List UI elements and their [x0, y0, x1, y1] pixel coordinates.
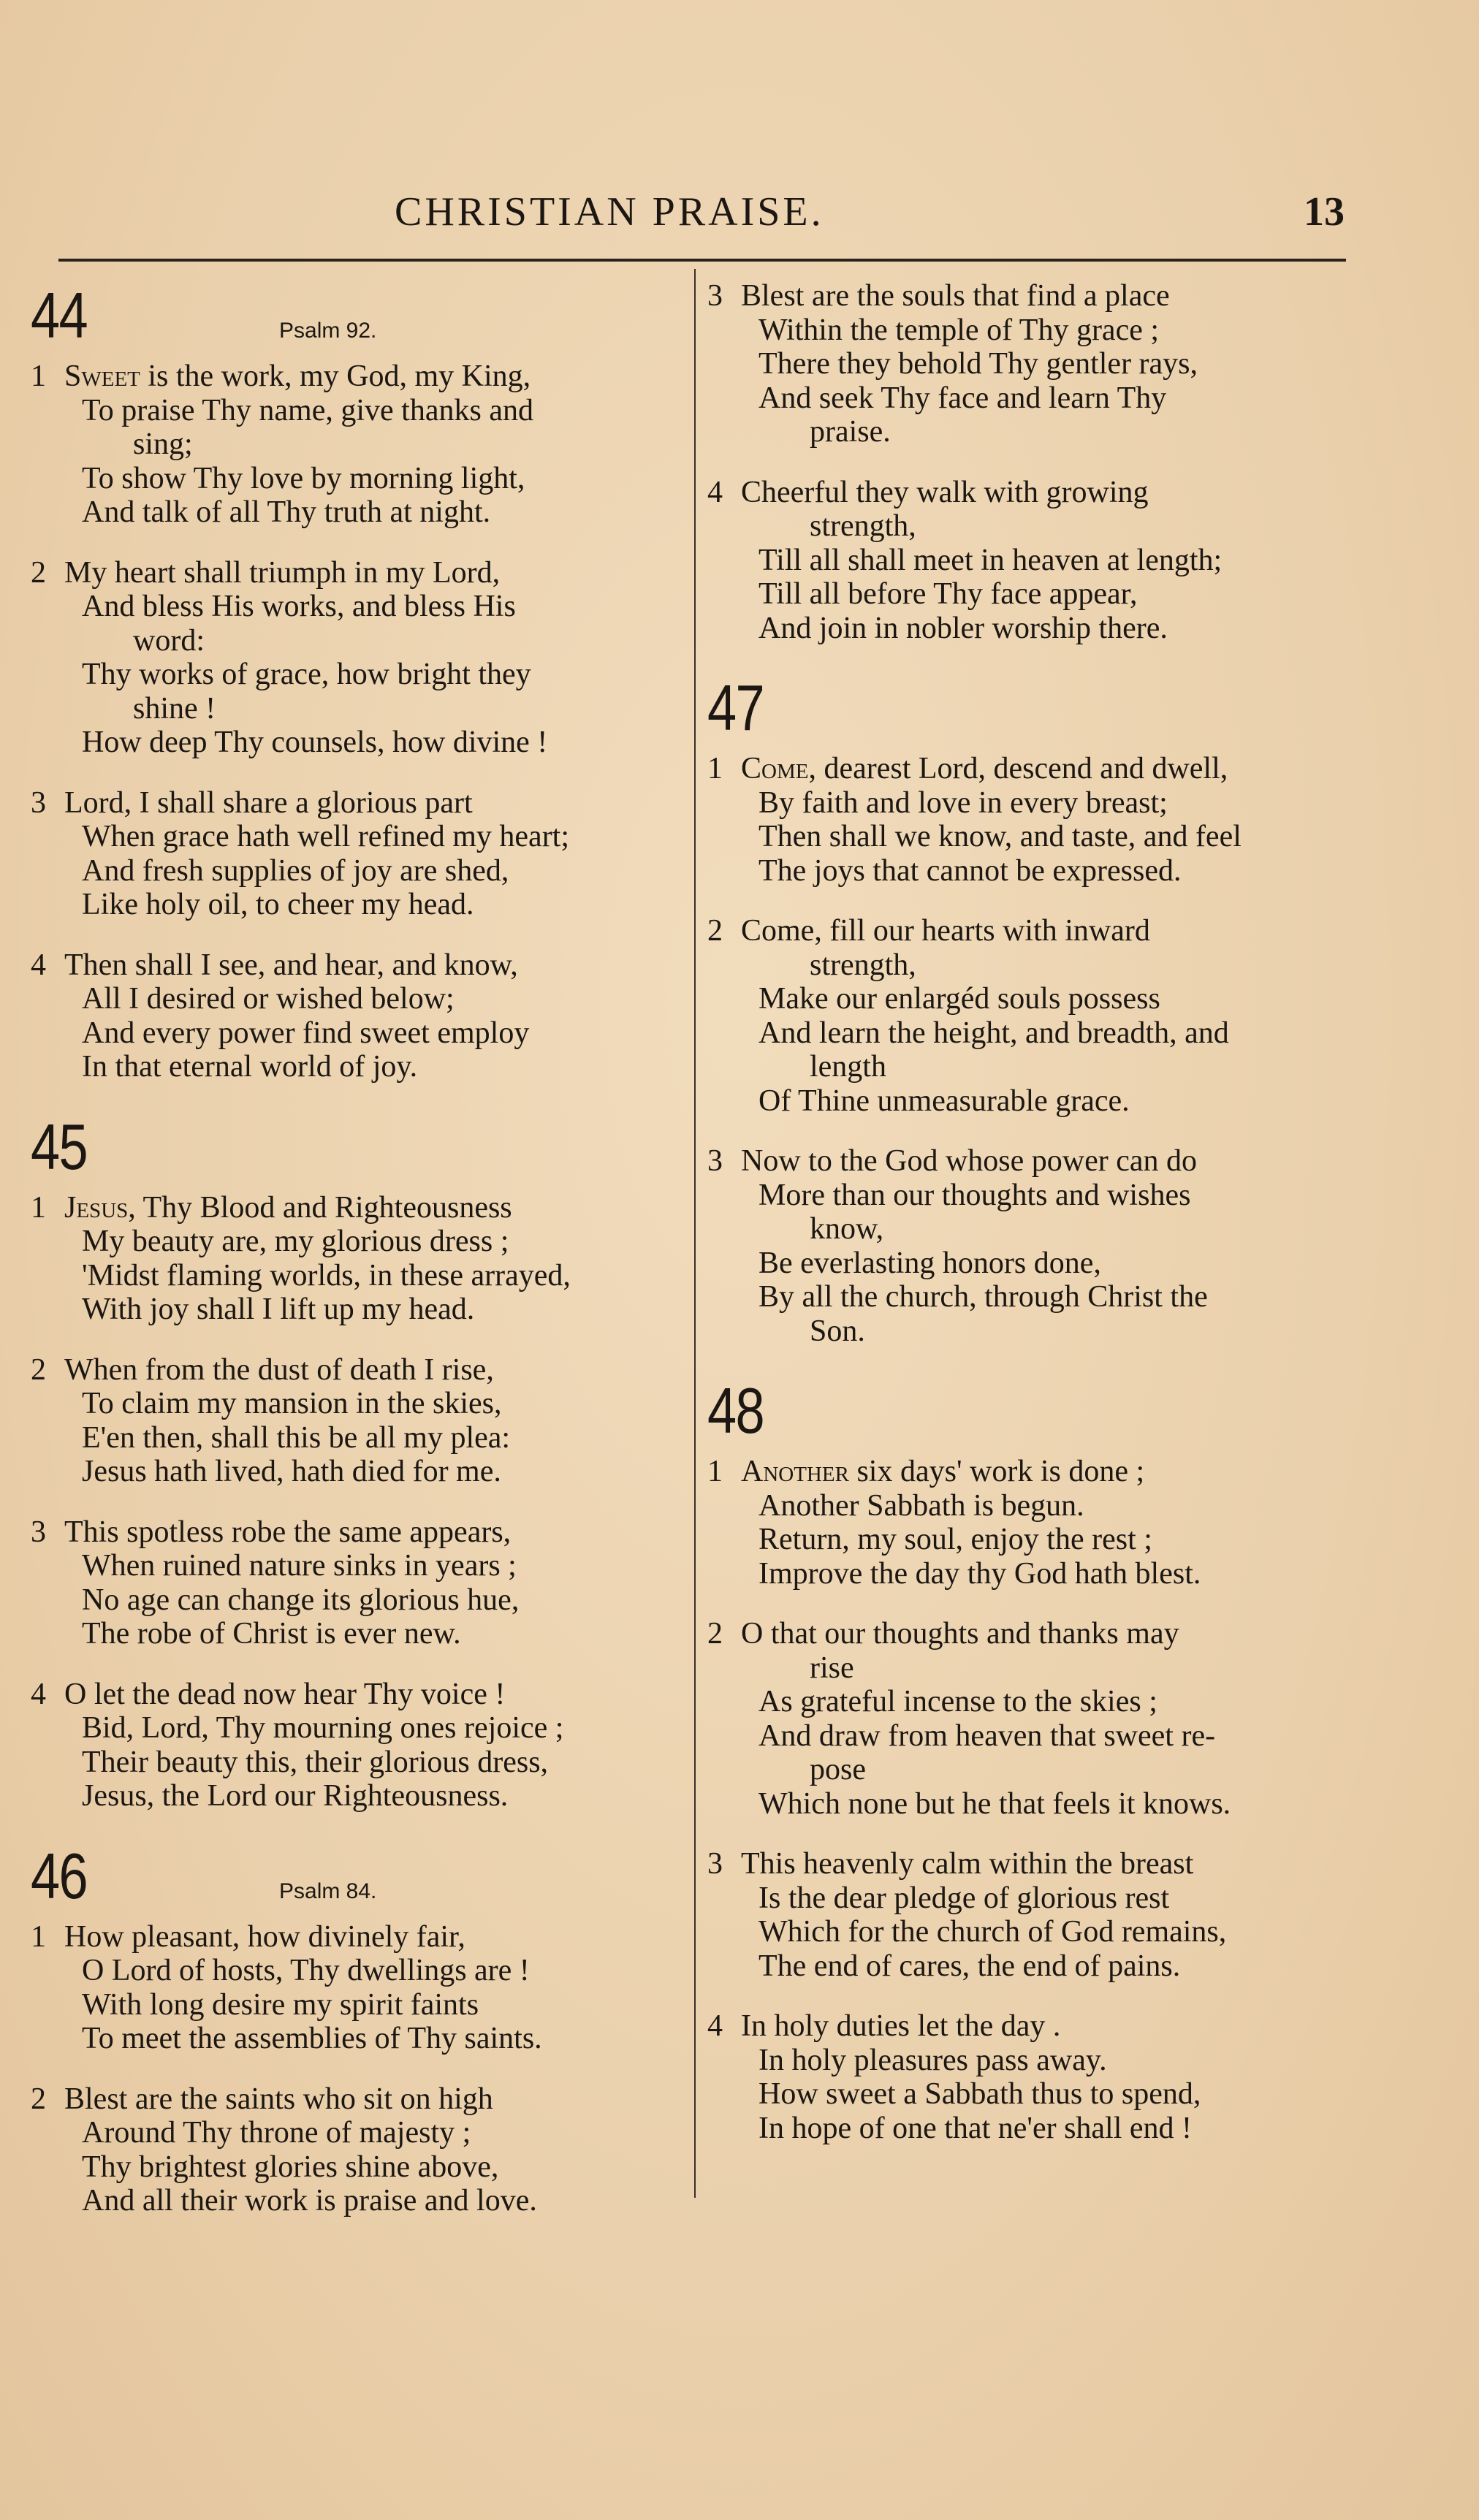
- stanza: [707, 279, 1350, 449]
- verse-text: Within the temple of Thy grace ;: [758, 313, 1160, 347]
- verse-line: [31, 2022, 688, 2056]
- verse-text: To show Thy love by morning light,: [82, 461, 525, 495]
- verse-text: know,: [810, 1212, 884, 1246]
- verse-text: Improve the day thy God hath blest.: [758, 1556, 1201, 1591]
- verse-text: And fresh supplies of joy are shed,: [82, 853, 509, 888]
- verse-text: All I desired or wished below;: [82, 982, 455, 1016]
- verse-line: [707, 544, 1350, 578]
- verse-line: [31, 726, 688, 760]
- verse-text: Like holy oil, to cheer my head.: [82, 888, 474, 921]
- verse-line: [707, 1753, 1350, 1787]
- hymn-heading: [707, 671, 1350, 752]
- verse-line: [707, 1016, 1350, 1051]
- verse-line: [31, 1455, 688, 1489]
- verse-text: This heavenly calm within the breast: [741, 1847, 1194, 1881]
- verse-text: is the work, my God, my King,: [140, 359, 531, 393]
- verse-line: [707, 1523, 1350, 1557]
- hymn-number: 48: [707, 1374, 764, 1447]
- verse-text: Make our enlargéd souls possess: [758, 982, 1160, 1016]
- verse-line: [707, 612, 1350, 646]
- verse-line: [707, 1144, 1350, 1179]
- verse-text: Jesus, the Lord our Righteousness.: [82, 1779, 509, 1813]
- verse-text: Thy brightest glories shine above,: [82, 2150, 499, 2184]
- hymn: [31, 1111, 688, 1813]
- stanza-number: 2: [31, 2082, 46, 2116]
- hymn: [31, 1840, 688, 2218]
- verse-line: [707, 1881, 1350, 1916]
- verse-text: rise: [810, 1651, 854, 1685]
- verse-text: Cheerful they walk with growing: [741, 475, 1149, 509]
- verse-line: [707, 1719, 1350, 1754]
- verse-line: [707, 786, 1350, 821]
- verse-text: The joys that cannot be expressed.: [758, 853, 1182, 888]
- verse-text: Be everlasting honors done,: [758, 1246, 1101, 1280]
- verse-text: No age can change its glorious hue,: [82, 1583, 520, 1617]
- verse-line: [31, 359, 688, 394]
- verse-text: Which none but he that feels it knows.: [758, 1786, 1231, 1821]
- verse-text: Come, fill our hearts with inward: [741, 914, 1150, 948]
- stanza-number: 3: [707, 279, 723, 313]
- stanza: [707, 1455, 1350, 1591]
- verse-text: Son.: [810, 1314, 865, 1348]
- verse-text: O let the dead now hear Thy voice !: [64, 1677, 506, 1711]
- stanza-number: 1: [31, 1190, 46, 1225]
- verse-text: six days' work is done ;: [848, 1455, 1145, 1488]
- verse-line: [707, 2009, 1350, 2044]
- verse-text: And learn the height, and breadth, and: [758, 1016, 1229, 1050]
- verse-line: [31, 2082, 688, 2117]
- stanza: [31, 1353, 688, 1489]
- verse-text: How pleasant, how divinely fair,: [64, 1919, 465, 1954]
- stanza-number: 3: [31, 785, 46, 820]
- verse-line: [31, 1016, 688, 1051]
- verse-text: shine !: [133, 691, 216, 726]
- stanza-lead-word: Jesus: [64, 1190, 129, 1225]
- verse-line: [31, 1050, 688, 1084]
- verse-text: And draw from heaven that sweet re-: [758, 1718, 1216, 1753]
- hymn-heading: [31, 279, 688, 359]
- stanza: [707, 1144, 1350, 1348]
- verse-text: My beauty are, my glorious dress ;: [82, 1225, 509, 1258]
- verse-text: When ruined nature sinks in years ;: [82, 1549, 517, 1583]
- verse-line: [31, 1583, 688, 1618]
- verse-line: [707, 1280, 1350, 1314]
- verse-line: [31, 1421, 688, 1455]
- stanza-number: 1: [707, 1455, 723, 1488]
- verse-text: By faith and love in every breast;: [758, 785, 1168, 820]
- verse-line: [31, 1678, 688, 1712]
- verse-text: , Thy Blood and Righteousness: [128, 1190, 512, 1225]
- verse-text: When from the dust of death I rise,: [64, 1352, 494, 1387]
- verse-text: E'en then, shall this be all my plea:: [82, 1420, 511, 1455]
- left-column: [31, 279, 688, 2245]
- stanza: [31, 556, 688, 760]
- stanza-number: 2: [707, 914, 723, 948]
- verse-line: [31, 854, 688, 888]
- verse-line: [31, 1779, 688, 1813]
- verse-text: Now to the God whose power can do: [741, 1144, 1198, 1178]
- verse-text: Return, my soul, enjoy the rest ;: [758, 1523, 1152, 1556]
- verse-text: Lord, I shall share a glorious part: [64, 785, 473, 820]
- verse-text: Blest are the saints who sit on high: [64, 2082, 493, 2116]
- stanza: [707, 752, 1350, 888]
- verse-text: Is the dear pledge of glorious rest: [758, 1881, 1170, 1915]
- verse-text: Till all shall meet in heaven at length;: [758, 543, 1223, 577]
- verse-line: [31, 948, 688, 983]
- hymn: [31, 279, 688, 1084]
- verse-text: length: [810, 1050, 886, 1084]
- hymn: [707, 1374, 1350, 2145]
- verse-text: To praise Thy name, give thanks and: [82, 393, 533, 427]
- verse-line: [707, 1617, 1350, 1651]
- verse-text: Around Thy throne of majesty ;: [82, 2116, 471, 2150]
- verse-line: [707, 1246, 1350, 1281]
- verse-text: praise.: [810, 415, 891, 449]
- verse-line: [707, 982, 1350, 1016]
- verse-text: As grateful incense to the skies ;: [758, 1685, 1157, 1718]
- verse-text: strength,: [810, 948, 916, 982]
- verse-line: [707, 914, 1350, 948]
- verse-text: 'Midst flaming worlds, in these arrayed,: [82, 1258, 571, 1293]
- stanza-number: 4: [707, 475, 723, 509]
- verse-line: [31, 658, 688, 692]
- verse-line: [707, 752, 1350, 786]
- verse-line: [707, 2044, 1350, 2078]
- verse-line: [31, 495, 688, 530]
- stanza-lead-word: Another: [741, 1455, 849, 1488]
- stanza: [707, 476, 1350, 646]
- hymn-psalm-reference: Psalm 84.: [279, 1878, 377, 1903]
- verse-line: [707, 1949, 1350, 1984]
- verse-line: [707, 1787, 1350, 1822]
- verse-line: [707, 1915, 1350, 1949]
- stanza: [31, 359, 688, 530]
- verse-line: [31, 590, 688, 624]
- verse-line: [707, 313, 1350, 348]
- verse-text: Bid, Lord, Thy mourning ones rejoice ;: [82, 1711, 564, 1745]
- verse-text: The robe of Christ is ever new.: [82, 1617, 461, 1651]
- page-header: [58, 189, 1345, 247]
- verse-text: And every power find sweet employ: [82, 1016, 530, 1050]
- verse-line: [31, 1353, 688, 1387]
- hymn-number: 47: [707, 671, 764, 744]
- verse-line: [707, 509, 1350, 544]
- verse-text: By all the church, through Christ the: [758, 1280, 1208, 1314]
- verse-line: [707, 820, 1350, 854]
- verse-text: Thy works of grace, how bright they: [82, 658, 531, 691]
- stanza-number: 3: [707, 1847, 723, 1881]
- verse-text: And bless His works, and bless His: [82, 590, 516, 623]
- verse-line: [31, 786, 688, 821]
- stanza-number: 4: [31, 1677, 46, 1711]
- verse-line: [31, 1191, 688, 1225]
- verse-line: [31, 1259, 688, 1293]
- stanza: [31, 1191, 688, 1327]
- stanza: [31, 948, 688, 1084]
- verse-text: In holy duties let the day .: [741, 2009, 1061, 2043]
- verse-line: [707, 1050, 1350, 1084]
- verse-text: And join in nobler worship there.: [758, 611, 1168, 645]
- verse-line: [31, 2184, 688, 2218]
- hymn-heading: [707, 1374, 1350, 1455]
- verse-text: And all their work is praise and love.: [82, 2184, 537, 2218]
- verse-line: [31, 462, 688, 496]
- verse-line: [31, 394, 688, 428]
- hymn-number: 44: [31, 279, 87, 351]
- verse-line: [31, 1549, 688, 1583]
- stanza-number: 1: [31, 1919, 46, 1954]
- verse-line: [31, 1617, 688, 1651]
- verse-text: When grace hath well refined my heart;: [82, 820, 570, 853]
- verse-line: [31, 556, 688, 590]
- verse-line: [31, 1954, 688, 1988]
- verse-text: Blest are the souls that find a place: [741, 279, 1170, 313]
- verse-line: [707, 381, 1350, 416]
- right-column: [707, 279, 1350, 2171]
- verse-text: Then shall I see, and hear, and know,: [64, 948, 518, 982]
- stanza-number: 4: [707, 2009, 723, 2043]
- verse-line: [707, 279, 1350, 313]
- verse-line: [707, 1179, 1350, 1213]
- running-title: CHRISTIAN PRAISE.: [395, 189, 824, 235]
- stanza-lead-word: Come: [741, 752, 809, 785]
- verse-line: [707, 2112, 1350, 2146]
- hymn-heading: [31, 1111, 688, 1191]
- stanza-number: 3: [31, 1515, 46, 1549]
- verse-line: [31, 1920, 688, 1954]
- stanza: [31, 1678, 688, 1813]
- verse-line: [707, 577, 1350, 612]
- stanza: [31, 1515, 688, 1651]
- verse-line: [31, 624, 688, 658]
- verse-line: [31, 2150, 688, 2185]
- verse-text: Of Thine unmeasurable grace.: [758, 1084, 1130, 1118]
- verse-line: [707, 1084, 1350, 1119]
- verse-line: [31, 1711, 688, 1746]
- verse-text: Which for the church of God remains,: [758, 1915, 1227, 1949]
- verse-text: Jesus hath lived, hath died for me.: [82, 1455, 501, 1488]
- stanza-number: 1: [707, 752, 723, 785]
- verse-line: [31, 1515, 688, 1550]
- verse-text: Till all before Thy face appear,: [758, 577, 1138, 611]
- verse-text: O that our thoughts and thanks may: [741, 1617, 1179, 1651]
- stanza-number: 2: [31, 1352, 46, 1387]
- verse-line: [707, 854, 1350, 888]
- verse-text: word:: [133, 623, 205, 658]
- verse-text: In holy pleasures pass away.: [758, 2043, 1107, 2077]
- verse-text: To claim my mansion in the skies,: [82, 1387, 502, 1420]
- verse-text: With long desire my spirit faints: [82, 1987, 479, 2022]
- stanza: [707, 1617, 1350, 1821]
- verse-text: There they behold Thy gentler rays,: [758, 347, 1198, 381]
- verse-line: [31, 888, 688, 922]
- verse-line: [707, 347, 1350, 381]
- stanza-number: 3: [707, 1144, 723, 1178]
- verse-line: [707, 1685, 1350, 1719]
- verse-line: [31, 1293, 688, 1327]
- hymn: [707, 671, 1350, 1348]
- stanza-number: 4: [31, 948, 46, 982]
- stanza-number: 2: [707, 1617, 723, 1651]
- verse-line: [707, 1455, 1350, 1489]
- verse-text: My heart shall triumph in my Lord,: [64, 555, 501, 590]
- verse-line: [31, 1746, 688, 1780]
- verse-text: More than our thoughts and wishes: [758, 1178, 1191, 1212]
- hymn: [707, 279, 1350, 645]
- verse-text: strength,: [810, 509, 916, 543]
- stanza: [31, 786, 688, 922]
- verse-text: To meet the assemblies of Thy saints.: [82, 2022, 542, 2055]
- header-rule: [58, 259, 1346, 262]
- verse-text: Another Sabbath is begun.: [758, 1488, 1084, 1523]
- stanza-number: 1: [31, 359, 46, 393]
- verse-line: [707, 1489, 1350, 1523]
- verse-line: [707, 1314, 1350, 1349]
- verse-text: And talk of all Thy truth at night.: [82, 495, 491, 529]
- stanza: [31, 2082, 688, 2218]
- verse-text: In hope of one that ne'er shall end !: [758, 2111, 1193, 2145]
- verse-text: How sweet a Sabbath thus to spend,: [758, 2077, 1201, 2111]
- verse-text: In that eternal world of joy.: [82, 1050, 418, 1084]
- column-divider: [694, 269, 696, 2198]
- verse-line: [707, 1212, 1350, 1246]
- stanza-number: 2: [31, 555, 46, 590]
- hymn-psalm-reference: Psalm 92.: [279, 319, 377, 343]
- verse-line: [31, 692, 688, 726]
- verse-text: And seek Thy face and learn Thy: [758, 381, 1167, 415]
- verse-line: [707, 476, 1350, 510]
- verse-text: With joy shall I lift up my head.: [82, 1293, 475, 1326]
- verse-line: [707, 948, 1350, 983]
- verse-line: [31, 1387, 688, 1421]
- stanza: [707, 914, 1350, 1118]
- hymn-number: 46: [31, 1839, 87, 1912]
- verse-text: O Lord of hosts, Thy dwellings are !: [82, 1954, 530, 1987]
- hymn-number: 45: [31, 1110, 87, 1183]
- verse-text: How deep Thy counsels, how divine !: [82, 726, 548, 759]
- verse-text: , dearest Lord, descend and dwell,: [808, 752, 1228, 785]
- verse-line: [31, 820, 688, 854]
- verse-line: [707, 415, 1350, 449]
- stanza: [31, 1920, 688, 2056]
- verse-text: The end of cares, the end of pains.: [758, 1949, 1181, 1983]
- verse-line: [31, 1988, 688, 2022]
- verse-line: [707, 1557, 1350, 1591]
- verse-line: [707, 1847, 1350, 1881]
- stanza-lead-word: Sweet: [64, 359, 140, 393]
- verse-line: [707, 2077, 1350, 2112]
- verse-line: [31, 427, 688, 462]
- page-number: 13: [1304, 189, 1345, 235]
- verse-line: [31, 2116, 688, 2150]
- verse-text: Their beauty this, their glorious dress,: [82, 1745, 549, 1779]
- verse-line: [31, 982, 688, 1016]
- stanza: [707, 2009, 1350, 2145]
- verse-text: This spotless robe the same appears,: [64, 1515, 512, 1549]
- verse-text: pose: [810, 1753, 866, 1786]
- verse-line: [31, 1225, 688, 1259]
- verse-text: Then shall we know, and taste, and feel: [758, 820, 1242, 853]
- verse-text: sing;: [133, 427, 193, 461]
- hymn-heading: [31, 1840, 688, 1920]
- verse-line: [707, 1651, 1350, 1686]
- stanza: [707, 1847, 1350, 1983]
